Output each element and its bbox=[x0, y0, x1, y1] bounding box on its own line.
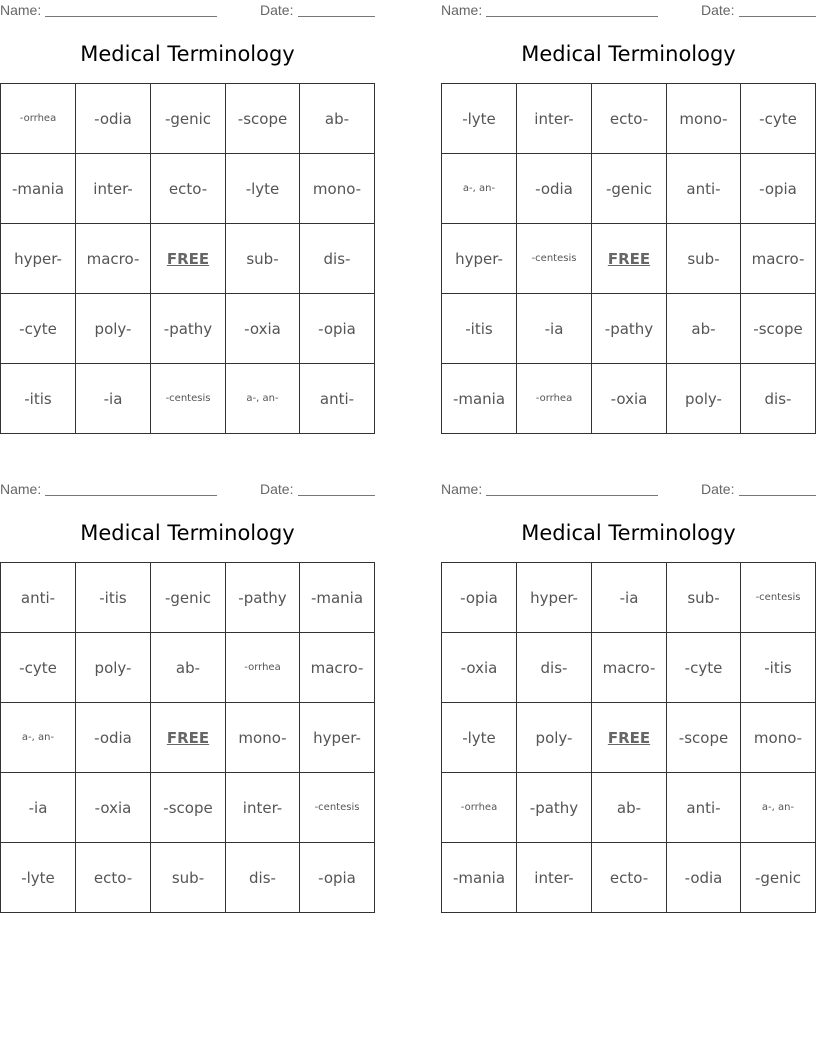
bingo-cell: poly- bbox=[76, 633, 151, 703]
bingo-cell: -lyte bbox=[1, 843, 76, 913]
bingo-cell: a-, an- bbox=[442, 154, 517, 224]
bingo-cell: anti- bbox=[300, 364, 375, 434]
bingo-card bbox=[0, 479, 375, 913]
bingo-cell: dis- bbox=[300, 224, 375, 294]
bingo-cell: sub- bbox=[151, 843, 226, 913]
card-title: Medical Terminology bbox=[80, 42, 295, 66]
bingo-cell: a-, an- bbox=[741, 773, 816, 843]
bingo-cell: hyper- bbox=[1, 224, 76, 294]
bingo-cell: a-, an- bbox=[226, 364, 300, 434]
bingo-cell: -centesis bbox=[151, 364, 226, 434]
bingo-cell: inter- bbox=[226, 773, 300, 843]
bingo-cell: inter- bbox=[517, 84, 592, 154]
free-space: FREE bbox=[151, 224, 226, 294]
bingo-cell: hyper- bbox=[300, 703, 375, 773]
bingo-cell: mono- bbox=[741, 703, 816, 773]
free-space: FREE bbox=[151, 703, 226, 773]
date-label: Date: bbox=[260, 481, 294, 497]
bingo-cell: macro- bbox=[76, 224, 151, 294]
bingo-cell: -lyte bbox=[442, 84, 517, 154]
bingo-cell: -genic bbox=[151, 563, 226, 633]
bingo-cell: anti- bbox=[1, 563, 76, 633]
bingo-cell: ecto- bbox=[76, 843, 151, 913]
card-title: Medical Terminology bbox=[521, 521, 736, 545]
bingo-cell: -opia bbox=[300, 294, 375, 364]
bingo-cell: inter- bbox=[517, 843, 592, 913]
bingo-cell: ecto- bbox=[151, 154, 226, 224]
bingo-cell: macro- bbox=[741, 224, 816, 294]
bingo-cell: macro- bbox=[592, 633, 667, 703]
bingo-cell: -mania bbox=[300, 563, 375, 633]
bingo-cell: ab- bbox=[592, 773, 667, 843]
bingo-cell: -cyte bbox=[667, 633, 741, 703]
bingo-cell: mono- bbox=[300, 154, 375, 224]
bingo-cell: -scope bbox=[667, 703, 741, 773]
bingo-cell: sub- bbox=[667, 563, 741, 633]
bingo-cell: hyper- bbox=[442, 224, 517, 294]
bingo-grid bbox=[441, 83, 816, 434]
bingo-cell: -odia bbox=[76, 84, 151, 154]
bingo-card bbox=[441, 0, 816, 434]
bingo-card bbox=[0, 0, 375, 434]
bingo-grid bbox=[0, 562, 375, 913]
date-line bbox=[739, 16, 816, 17]
name-date-header bbox=[0, 0, 375, 20]
date-line bbox=[298, 495, 375, 496]
bingo-cell: mono- bbox=[667, 84, 741, 154]
bingo-cell: -pathy bbox=[517, 773, 592, 843]
name-label: Name: bbox=[441, 481, 483, 497]
bingo-cell: poly- bbox=[517, 703, 592, 773]
bingo-cell: ecto- bbox=[592, 843, 667, 913]
name-label: Name: bbox=[441, 2, 483, 18]
bingo-cell: -odia bbox=[76, 703, 151, 773]
bingo-cell: -mania bbox=[442, 364, 517, 434]
bingo-cell: -odia bbox=[517, 154, 592, 224]
name-label: Name: bbox=[0, 2, 42, 18]
bingo-cell: -orrhea bbox=[226, 633, 300, 703]
bingo-cell: poly- bbox=[76, 294, 151, 364]
bingo-cell: -cyte bbox=[1, 294, 76, 364]
bingo-cell: -genic bbox=[741, 843, 816, 913]
bingo-cell: ab- bbox=[151, 633, 226, 703]
bingo-cell: a-, an- bbox=[1, 703, 76, 773]
bingo-cell: -opia bbox=[741, 154, 816, 224]
bingo-cell: -oxia bbox=[76, 773, 151, 843]
bingo-cell: dis- bbox=[741, 364, 816, 434]
date-label: Date: bbox=[701, 481, 735, 497]
bingo-cell: -orrhea bbox=[517, 364, 592, 434]
bingo-cell: -itis bbox=[1, 364, 76, 434]
bingo-cell: -pathy bbox=[592, 294, 667, 364]
name-line bbox=[486, 495, 658, 496]
bingo-cell: -ia bbox=[1, 773, 76, 843]
bingo-cell: -pathy bbox=[151, 294, 226, 364]
bingo-cell: -oxia bbox=[226, 294, 300, 364]
bingo-cell: -ia bbox=[592, 563, 667, 633]
bingo-grid bbox=[0, 83, 375, 434]
bingo-cell: -cyte bbox=[1, 633, 76, 703]
bingo-cell: -centesis bbox=[300, 773, 375, 843]
bingo-cell: dis- bbox=[226, 843, 300, 913]
bingo-cell: -oxia bbox=[592, 364, 667, 434]
bingo-cell: ab- bbox=[300, 84, 375, 154]
bingo-cell: -opia bbox=[300, 843, 375, 913]
bingo-grid bbox=[441, 562, 816, 913]
name-date-header bbox=[0, 479, 375, 499]
bingo-cell: ab- bbox=[667, 294, 741, 364]
bingo-cell: dis- bbox=[517, 633, 592, 703]
bingo-cell: mono- bbox=[226, 703, 300, 773]
bingo-cell: -pathy bbox=[226, 563, 300, 633]
bingo-cell: -scope bbox=[226, 84, 300, 154]
bingo-cell: -odia bbox=[667, 843, 741, 913]
bingo-card bbox=[441, 479, 816, 913]
card-title: Medical Terminology bbox=[80, 521, 295, 545]
bingo-cell: -itis bbox=[76, 563, 151, 633]
free-space: FREE bbox=[592, 224, 667, 294]
bingo-cell: -itis bbox=[741, 633, 816, 703]
bingo-cell: anti- bbox=[667, 154, 741, 224]
bingo-cell: hyper- bbox=[517, 563, 592, 633]
free-space: FREE bbox=[592, 703, 667, 773]
bingo-cell: ecto- bbox=[592, 84, 667, 154]
bingo-cell: -mania bbox=[1, 154, 76, 224]
card-title: Medical Terminology bbox=[521, 42, 736, 66]
bingo-cell: -orrhea bbox=[1, 84, 76, 154]
bingo-cell: sub- bbox=[226, 224, 300, 294]
bingo-cell: -scope bbox=[741, 294, 816, 364]
date-line bbox=[739, 495, 816, 496]
bingo-cell: -ia bbox=[517, 294, 592, 364]
bingo-cell: sub- bbox=[667, 224, 741, 294]
name-label: Name: bbox=[0, 481, 42, 497]
bingo-cell: -lyte bbox=[442, 703, 517, 773]
name-line bbox=[486, 16, 658, 17]
bingo-cell: -cyte bbox=[741, 84, 816, 154]
bingo-cell: -itis bbox=[442, 294, 517, 364]
bingo-cell: -centesis bbox=[517, 224, 592, 294]
name-line bbox=[45, 495, 217, 496]
bingo-cell: -lyte bbox=[226, 154, 300, 224]
bingo-cell: -genic bbox=[151, 84, 226, 154]
bingo-cell: -centesis bbox=[741, 563, 816, 633]
bingo-cell: -mania bbox=[442, 843, 517, 913]
date-label: Date: bbox=[701, 2, 735, 18]
name-date-header bbox=[441, 0, 816, 20]
bingo-cell: -orrhea bbox=[442, 773, 517, 843]
date-line bbox=[298, 16, 375, 17]
bingo-cell: anti- bbox=[667, 773, 741, 843]
bingo-cell: -genic bbox=[592, 154, 667, 224]
bingo-cell: -oxia bbox=[442, 633, 517, 703]
bingo-cell: macro- bbox=[300, 633, 375, 703]
bingo-cell: -opia bbox=[442, 563, 517, 633]
date-label: Date: bbox=[260, 2, 294, 18]
bingo-cell: inter- bbox=[76, 154, 151, 224]
name-date-header bbox=[441, 479, 816, 499]
bingo-cell: -scope bbox=[151, 773, 226, 843]
name-line bbox=[45, 16, 217, 17]
bingo-cell: -ia bbox=[76, 364, 151, 434]
bingo-cell: poly- bbox=[667, 364, 741, 434]
